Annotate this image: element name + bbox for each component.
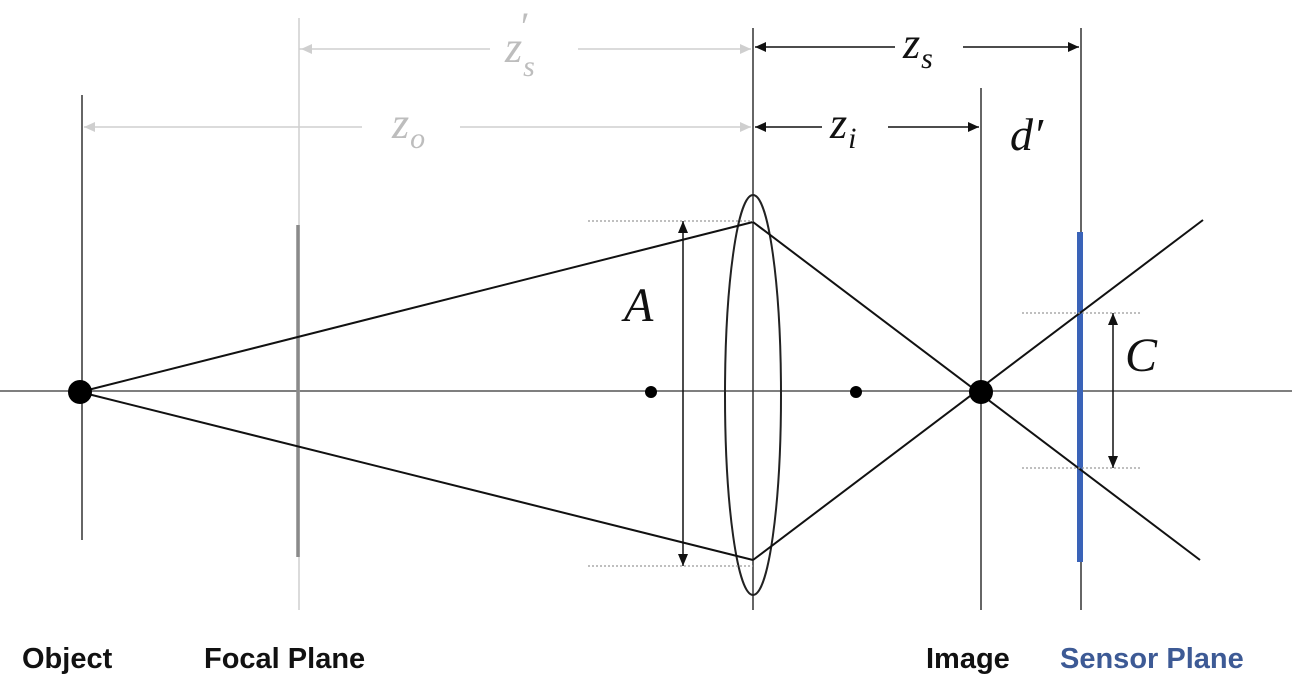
zi-arrow-right (968, 122, 979, 132)
zi-label: $z_i$ (830, 99, 857, 155)
focal-point-front (645, 386, 657, 398)
coc-arrow-head-top (1108, 313, 1118, 325)
coc-label: C (1125, 329, 1158, 382)
zs-arrow-right (1068, 42, 1079, 52)
zi-arrow-left (755, 122, 766, 132)
zs-prime-label: $z_s'$ (505, 4, 535, 83)
image-point (969, 380, 993, 404)
aperture-arrow-head-top (678, 221, 688, 233)
aperture-label: A (624, 279, 654, 332)
d-prime-label: d′ (1010, 109, 1044, 160)
zs-arrow-left (755, 42, 766, 52)
zs-prime-arrow-left (301, 44, 312, 54)
image-label: Image (926, 643, 1010, 675)
coc-arrow-head-bottom (1108, 456, 1118, 468)
aperture-arrow-head-bottom (678, 554, 688, 566)
zs-prime-arrow-right (740, 44, 751, 54)
zs-label: $z_s$ (903, 19, 933, 75)
ray-lower-object (80, 392, 753, 560)
zo-arrow-right (740, 122, 751, 132)
object-point (68, 380, 92, 404)
focal-point-back (850, 386, 862, 398)
zo-label: $z_o$ (392, 99, 426, 155)
object-label: Object (22, 643, 113, 675)
focal-plane-label: Focal Plane (204, 643, 366, 675)
zo-arrow-left (84, 122, 95, 132)
sensor-plane-label: Sensor Plane (1060, 643, 1244, 675)
